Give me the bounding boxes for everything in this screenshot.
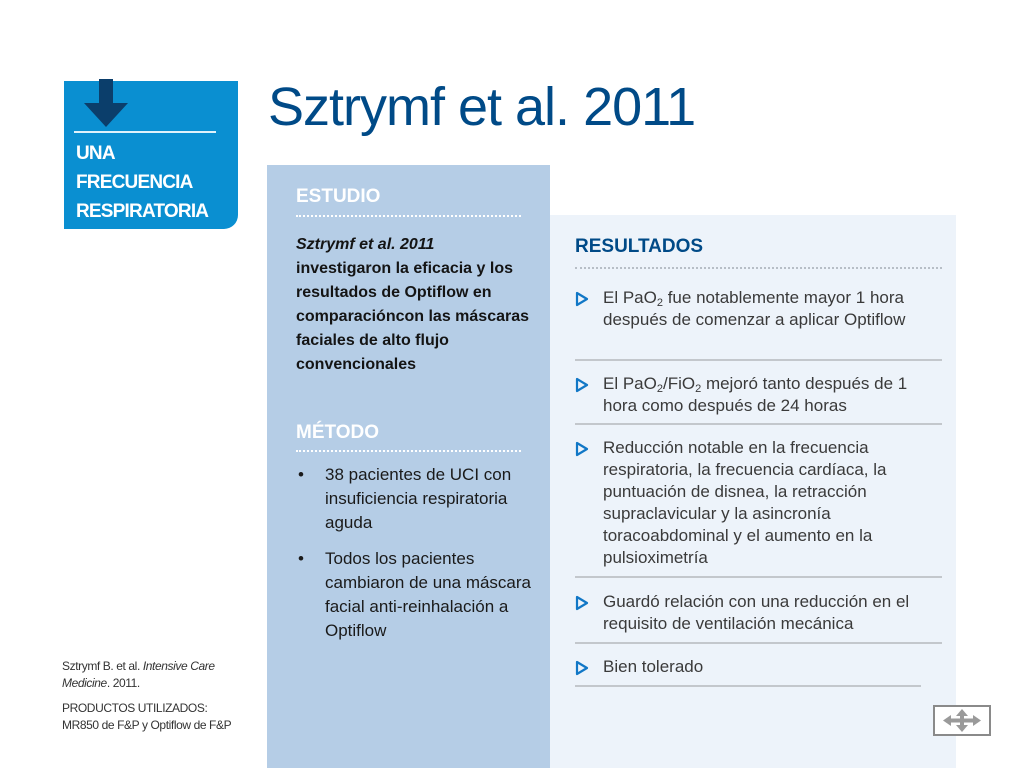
results-divider xyxy=(575,267,942,269)
result-separator xyxy=(575,576,942,578)
result-text: Reducción notable en la frecuencia respiratoria, la frecuencia cardíaca, la puntuación de disnea, la retracción supraclavicular y la asincronía toracoabdominal y el aumento en la pulsioximetría xyxy=(603,438,887,567)
result-text-mid: /FiO xyxy=(662,374,696,393)
result-text-start: El PaO xyxy=(603,288,657,307)
bullet-icon: • xyxy=(298,549,304,568)
method-heading: MÉTODO xyxy=(296,422,380,443)
study-panel xyxy=(267,165,550,768)
citation-year: . 2011. xyxy=(106,676,140,690)
badge-line-1: UNA FRECUENCIA xyxy=(76,143,193,193)
page-title: Sztrymf et al. 2011 xyxy=(268,77,696,137)
products-label: PRODUCTOS UTILIZADOS: xyxy=(62,701,208,715)
study-author: Sztrymf et al. 2011 xyxy=(296,236,435,253)
result-separator xyxy=(575,685,921,687)
result-separator xyxy=(575,642,942,644)
result-text xyxy=(603,287,942,331)
subscript: 2 xyxy=(695,383,702,395)
citation xyxy=(62,658,262,692)
products-text: MR850 de F&P y Optiflow de F&P xyxy=(62,718,232,732)
result-separator xyxy=(575,423,942,425)
citation-authors: Sztrymf B. et al. xyxy=(62,659,143,673)
study-text: investigaron la eficacia y los resultados de Optiflow en comparacióncon las máscaras faciales de alto flujo convencionales xyxy=(296,260,530,373)
slide-nav-button[interactable] xyxy=(933,705,991,736)
result-text: Guardó relación con una reducción en el requisito de ventilación mecánica xyxy=(603,592,910,633)
result-text-start: El PaO xyxy=(603,374,657,393)
method-list xyxy=(296,463,536,655)
topic-badge xyxy=(64,81,238,251)
method-item-text: 38 pacientes de UCI con insuficiencia respiratoria aguda xyxy=(325,465,512,532)
badge-text xyxy=(76,139,232,255)
result-text-end: mejoró tanto después de 1 hora como después de 24 horas xyxy=(603,374,908,415)
subscript: 2 xyxy=(656,383,663,395)
study-heading: ESTUDIO xyxy=(296,186,381,207)
results-heading: RESULTADOS xyxy=(575,236,704,257)
citation-journal: Intensive Care Medicine xyxy=(62,659,215,690)
result-text: Bien tolerado xyxy=(603,657,704,676)
down-arrow-icon xyxy=(84,79,128,133)
badge-line-2: RESPIRATORIA xyxy=(76,201,209,222)
list-item xyxy=(296,463,536,535)
products-used xyxy=(62,700,267,734)
result-text xyxy=(603,373,942,417)
study-divider xyxy=(296,215,521,217)
triangle-right-icon xyxy=(575,660,589,676)
badge-line-3: menor xyxy=(76,230,131,251)
triangle-right-icon xyxy=(575,291,589,307)
subscript: 2 xyxy=(656,297,663,309)
result-text-end: fue notablemente mayor 1 hora después de comenzar a aplicar Optiflow xyxy=(603,288,906,329)
result-separator xyxy=(575,359,942,361)
list-item xyxy=(296,547,536,643)
study-description xyxy=(296,233,536,377)
badge-divider xyxy=(74,131,216,133)
bullet-icon: • xyxy=(298,465,304,484)
triangle-right-icon xyxy=(575,377,589,393)
method-divider xyxy=(296,450,521,452)
triangle-right-icon xyxy=(575,441,589,457)
results-panel xyxy=(550,215,956,768)
triangle-right-icon xyxy=(575,595,589,611)
move-arrows-icon xyxy=(935,707,989,734)
method-item-text: Todos los pacientes cambiaron de una máscara facial anti-reinhalación a Optiflow xyxy=(325,549,532,640)
